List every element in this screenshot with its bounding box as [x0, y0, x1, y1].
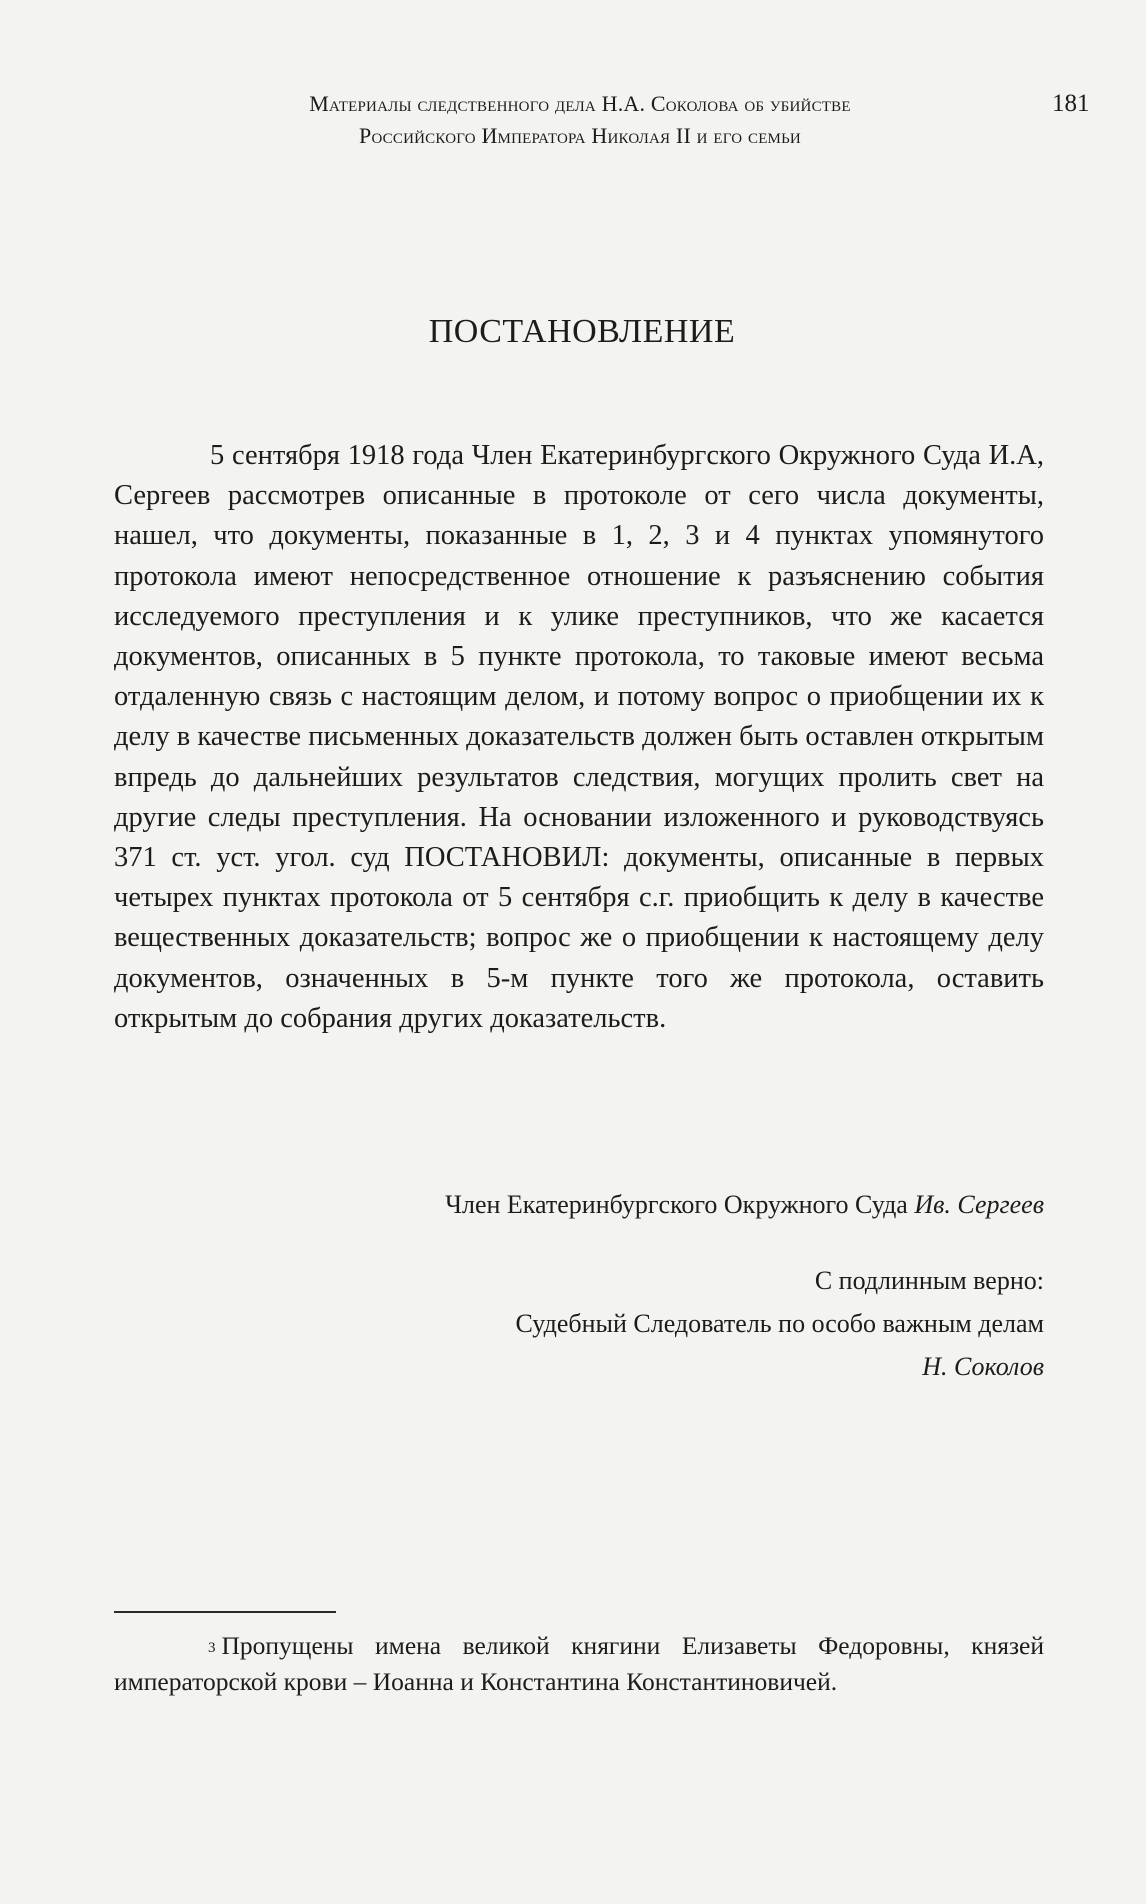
certified-copy-note: С подлинным верно:	[814, 1266, 1044, 1295]
investigator-name: Н. Соколов	[922, 1352, 1044, 1381]
footnote-marker: 3	[208, 1640, 216, 1656]
running-header	[150, 88, 1010, 152]
document-title: ПОСТАНОВЛЕНИЕ	[428, 313, 736, 350]
judge-name: Ив. Сергеев	[914, 1190, 1044, 1219]
investigator-title: Судебный Следователь по особо важным делам	[515, 1309, 1044, 1338]
footnote-divider	[114, 1611, 336, 1613]
running-header-line-1: Материалы следственного дела Н.А. Соколова об убийстве	[309, 91, 851, 116]
footnote-text: Пропущены имена великой княгини Елизаветы Федоровны, князей императорской крови – Иоанна и Константина Константиновичей.	[114, 1631, 1044, 1696]
running-header-line-2: Российского Императора Николая II и его семьи	[359, 123, 801, 148]
page-number: 181	[1052, 90, 1090, 117]
judge-signature	[114, 1188, 1044, 1222]
resolution-body: 5 сентября 1918 года Член Екатеринбургского Окружного Суда И.А, Сергеев рассмотрев описанные в протоколе от сего числа документы, нашел, что документы, показанные в 1, 2, 3 и 4 пунктах упомянутого протокола имеют непосредственное отношение к разъяснению события исследуемого преступления и к улике преступников, что же касается документов, описанных в 5 пункте протокола, то таковые имеют весьма отдаленную связь с настоящим делом, и потому вопрос о приобщении их к делу в качестве письменных доказательств должен быть оставлен открытым впредь до дальнейших результатов следствия, могущих пролить свет на другие следы преступления. На основании изложенного и руководствуясь 371 ст. уст. угол. суд ПОСТАНОВИЛ: документы, описанные в первых четырех пунктах протокола от 5 сентября с.г. приобщить к делу в качестве вещественных доказательств; вопрос же о приобщении к настоящему делу документов, означенных в 5-м пункте того же протокола, оставить открытым до собрания других доказательств.	[114, 440, 1044, 1034]
footnote	[114, 1628, 1044, 1700]
judge-title: Член Екатеринбургского Окружного Суда	[445, 1190, 908, 1219]
